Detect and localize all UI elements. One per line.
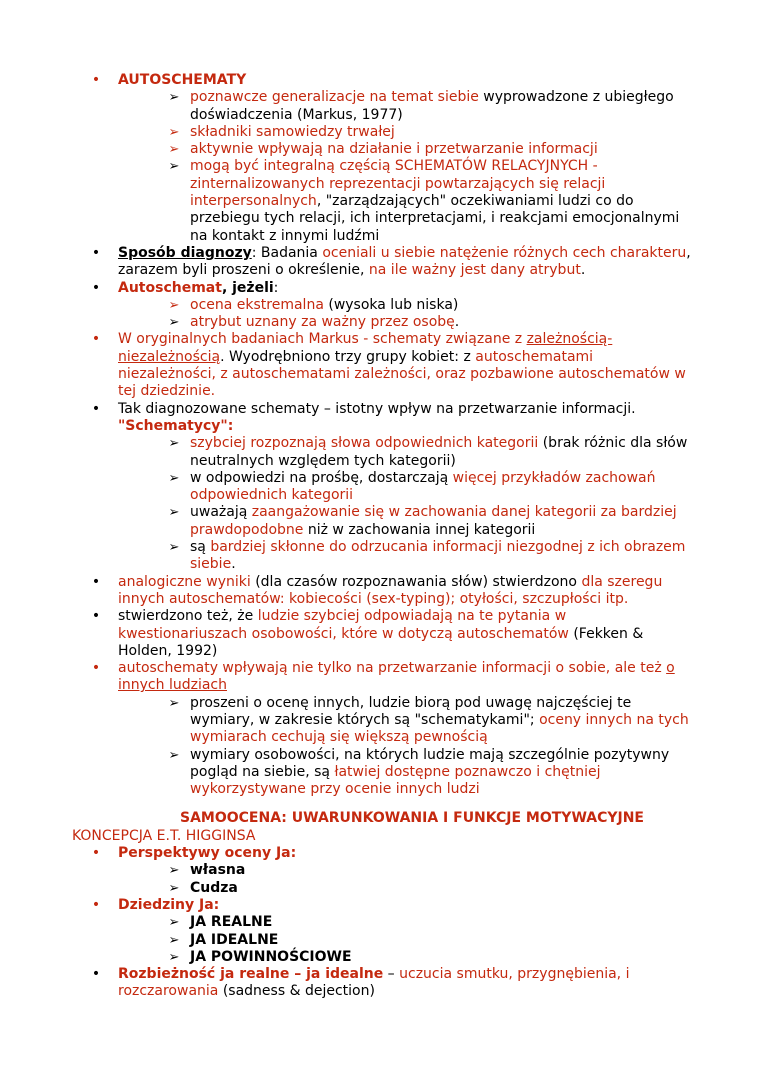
section-title: AUTOSCHEMATY — [118, 72, 247, 88]
list-item: ➢ ocena ekstremalna (wysoka lub niska) — [168, 296, 459, 313]
list-item: ➢ aktywnie wpływają na działanie i przetwarzanie informacji — [168, 141, 598, 158]
list-item: ➢ Cudza — [168, 879, 238, 896]
arrow-bullet-icon: ➢ — [168, 505, 180, 521]
list-item-autoschemat: • Autoschemat, jeżeli: ➢ ocena ekstremalna (wysoka lub niska) ➢ atrybut uznany za ważny przez osobę. — [72, 280, 692, 332]
arrow-bullet-icon: ➢ — [168, 159, 180, 175]
bullet-icon: • — [91, 331, 101, 348]
bullet-icon: • — [91, 573, 101, 590]
list-item: ➢ proszeni o ocenę innych, ludzie biorą pod uwagę najczęściej te wymiary, w zakresie których są "schematykami"; oceny innych na tych wymiarach cechują się większą pewnością — [168, 694, 689, 746]
list-item: ➢ JA REALNE — [168, 914, 273, 931]
sublist — [118, 297, 692, 332]
arrow-bullet-icon: ➢ — [168, 124, 180, 140]
section-heading: SAMOOCENA: UWARUNKOWANIA I FUNKCJE MOTYWACYJNE — [179, 810, 644, 827]
samoocena-list — [72, 845, 692, 1001]
section-subheading: KONCEPCJA E.T. HIGGINSA — [72, 827, 256, 844]
list-item-others: • autoschematy wpływają nie tylko na przetwarzanie informacji o sobie, ale też o innych ludziach ➢ proszeni o ocenę innych, ludzie biorą pod uwagę najczęściej te wymiary, w zakresie których są "schematykami"; oceny innych na tych wymiarach cechują się większą pewnością ➢ wymiary osobowości, na których ludzie mają szczególnie pozytywny pogląd na siebie, są łatwiej dostępne poznawczo i chętniej wykorzystywane przy ocenie innych ludzi — [72, 660, 692, 798]
list-item-rozbieznosc: • Rozbieżność ja realne – ja idealne – uczucia smutku, przygnębienia, i rozczarowania (sadness & dejection) — [91, 966, 630, 1000]
list-item-original-study: • W oryginalnych badaniach Markus - schematy związane z zależnością-niezależnością. Wyodrębniono trzy grupy kobiet: z autoschematami niezależności, z autoschematami zależności, oraz pozbawione autoschematów w tej dziedzinie. — [91, 331, 686, 400]
list-item: ➢ własna — [168, 862, 246, 879]
list-item-diagnoza: • Sposób diagnozy: Badania oceniali u siebie natężenie różnych cech charakteru, zarazem byli proszeni o określenie, na ile ważny jest dany atrybut. — [91, 244, 691, 279]
list-item: ➢ JA IDEALNE — [168, 931, 279, 948]
arrow-bullet-icon: ➢ — [168, 747, 180, 763]
sublist — [118, 435, 692, 573]
list-item-dziedziny: • Dziedziny Ja: ➢ JA REALNE ➢ JA IDEALNE ➢ JA POWINNOŚCIOWE — [72, 897, 692, 966]
arrow-bullet-icon: ➢ — [168, 915, 180, 931]
arrow-bullet-icon: ➢ — [168, 880, 180, 896]
list-item-also: • stwierdzono też, że ludzie szybciej odpowiadają na te pytania w kwestionariuszach osobowości, które w dotyczą autoschematów (Fekken & Holden, 1992) — [91, 608, 644, 659]
arrow-bullet-icon: ➢ — [168, 949, 180, 965]
bullet-icon: • — [91, 400, 101, 417]
document-content — [72, 72, 692, 1001]
list-item-perspektywy: • Perspektywy oceny Ja: ➢ własna ➢ Cudza — [72, 845, 692, 897]
sublist — [118, 862, 692, 897]
bullet-icon: • — [91, 896, 101, 913]
diagnosis-label: Sposób diagnozy — [118, 244, 252, 261]
list-item-analog: • analogiczne wyniki (dla czasów rozpoznawania słów) stwierdzono dla szeregu innych autoschematów: kobiecości (sex-typing); otyłości, szczupłości itp. — [91, 573, 663, 607]
arrow-bullet-icon: ➢ — [168, 932, 180, 948]
list-item: ➢ uważają zaangażowanie się w zachowania danej kategorii za bardziej prawdopodobne niż w zachowania innej kategorii — [168, 504, 677, 538]
list-item: ➢ JA POWINNOŚCIOWE — [168, 948, 352, 965]
sublist — [118, 914, 692, 966]
list-item: ➢ mogą być integralną częścią SCHEMATÓW RELACYJNYCH - zinternalizowanych reprezentacji powtarzających się relacji interpersonalnych, "zarządzających" oczekiwaniami ludzi co do przebiegu tych relacji, ich interpretacjami, i reakcjami emocjonalnymi na kontakt z innymi ludźmi — [168, 158, 680, 244]
bullet-icon: • — [91, 966, 101, 983]
arrow-bullet-icon: ➢ — [168, 315, 180, 331]
bullet-icon: • — [91, 244, 101, 261]
list-item: ➢ atrybut uznany za ważny przez osobę. — [168, 314, 460, 331]
bullet-icon: • — [91, 660, 101, 677]
bullet-icon: • — [91, 845, 101, 862]
list-item: ➢ składniki samowiedzy trwałej — [168, 123, 395, 140]
sublist — [118, 695, 692, 799]
list-item: ➢ poznawcze generalizacje na temat siebie wyprowadzone z ubiegłego doświadczenia (Markus, 1977) — [168, 89, 674, 123]
arrow-bullet-icon: ➢ — [168, 470, 180, 486]
sublist — [118, 89, 692, 245]
bullet-icon: • — [91, 608, 101, 625]
list-item-diagnosed: • Tak diagnozowane schematy – istotny wpływ na przetwarzanie informacji. "Schematycy": ➢ szybciej rozpoznają słowa odpowiednich kategorii (brak różnic dla słów neutralnych względem tych kategorii) ➢ w odpowiedzi na prośbę, dostarczają więcej przykładów zachowań odpowiednich kategorii ➢ uważają zaangażowanie się w zachowania danej kategorii za bardziej prawdopodobne niż w zachowania innej kategorii ➢ są bardziej skłonne do odrzucania informacji niezgodnej z ich obrazem siebie. — [72, 401, 692, 574]
list-item: ➢ w odpowiedzi na prośbę, dostarczają więcej przykładów zachowań odpowiednich kategorii — [168, 469, 656, 504]
arrow-bullet-icon: ➢ — [168, 297, 180, 313]
arrow-bullet-icon: ➢ — [168, 90, 180, 106]
arrow-bullet-icon: ➢ — [168, 863, 180, 879]
schematycy-label: "Schematycy": — [118, 417, 234, 434]
main-list — [72, 72, 692, 798]
arrow-bullet-icon: ➢ — [168, 695, 180, 711]
arrow-bullet-icon: ➢ — [168, 436, 180, 452]
list-item: ➢ wymiary osobowości, na których ludzie mają szczególnie pozytywny pogląd na siebie, są łatwiej dostępne poznawczo i chętniej wykorzystywane przy ocenie innych ludzi — [168, 746, 670, 798]
list-item-autoschematy — [72, 72, 692, 245]
arrow-bullet-icon: ➢ — [168, 142, 180, 158]
bullet-icon: • — [91, 279, 101, 296]
list-item: ➢ szybciej rozpoznają słowa odpowiednich kategorii (brak różnic dla słów neutralnych względem tych kategorii) — [168, 435, 688, 469]
bullet-icon: • — [91, 72, 101, 88]
list-item: ➢ są bardziej skłonne do odrzucania informacji niezgodnej z ich obrazem siebie. — [168, 539, 686, 573]
arrow-bullet-icon: ➢ — [168, 540, 180, 556]
